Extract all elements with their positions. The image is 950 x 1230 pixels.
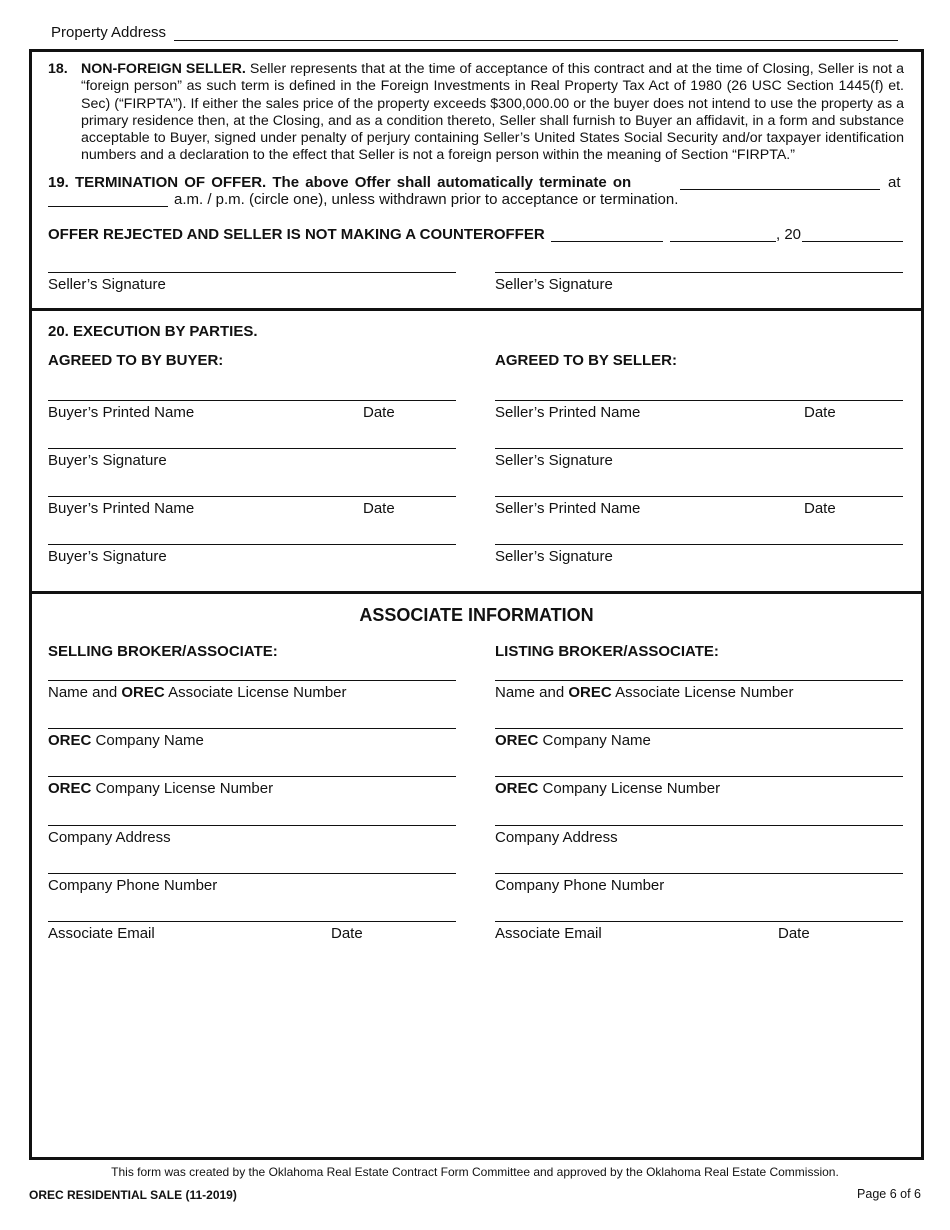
seller-1-printed-name-line[interactable] (495, 400, 903, 401)
seller-header: AGREED TO BY SELLER: (495, 352, 677, 369)
buyer-2-date-label: Date (363, 500, 395, 517)
listing-name-license-line[interactable] (495, 680, 903, 681)
buyer-1-printed-name-label: Buyer’s Printed Name (48, 404, 195, 421)
buyer-1-printed-name-line[interactable] (48, 400, 456, 401)
section-18 (48, 61, 904, 165)
box-associate-info (29, 591, 924, 1160)
seller-1-printed-name-label: Seller’s Printed Name (495, 404, 641, 421)
property-address-field[interactable] (174, 40, 898, 41)
footer-page-number: Page 6 of 6 (857, 1187, 921, 1201)
buyer-header: AGREED TO BY BUYER: (48, 352, 224, 369)
selling-company-license-label: OREC Company License Number (48, 780, 274, 797)
listing-name-license-label: Name and OREC Associate License Number (495, 684, 794, 701)
offer-rejected-text: OFFER REJECTED AND SELLER IS NOT MAKING A COUNTEROFFER (48, 226, 545, 243)
rejected-year-prefix: , 20 (776, 226, 802, 243)
buyer-2-signature-label: Buyer’s Signature (48, 548, 167, 565)
listing-company-phone-label: Company Phone Number (495, 877, 665, 894)
selling-email-line[interactable] (48, 921, 456, 922)
listing-company-license-line[interactable] (495, 776, 903, 777)
buyer-2-printed-name-line[interactable] (48, 496, 456, 497)
section-20-title: 20. EXECUTION BY PARTIES. (48, 323, 258, 340)
selling-date-label: Date (331, 925, 363, 942)
listing-date-label: Date (778, 925, 810, 942)
rejected-seller-signature-right-label: Seller’s Signature (495, 276, 613, 293)
listing-broker-header: LISTING BROKER/ASSOCIATE: (495, 643, 719, 660)
listing-company-address-line[interactable] (495, 825, 903, 826)
listing-company-phone-line[interactable] (495, 873, 903, 874)
listing-company-name-label: OREC Company Name (495, 732, 651, 749)
section-18-text: Seller represents that at the time of acceptance of this contract and at the time of Closing, Seller is not a “foreign person” as such term is defined in the Foreign Investments in Real Property Tax Act of 1980 (26 USC Section 1445(f) et. Sec) (“FIRPTA”). If either the sales price of the property exceeds $300,000.00 or the buyer does not intend to use the property as a primary residence then, at the Closing, and as a condition thereto, Seller shall furnish to Buyer an affidavit, in a form and substance acceptable to Buyer, signed under penalty of perjury containing Seller’s United States Social Security and/or taxpayer identification numbers and a declaration to the effect that Seller is not a foreign person within the meaning of Section “FIRPTA.” (81, 61, 904, 164)
rejected-seller-signature-right-line[interactable] (495, 272, 903, 273)
selling-company-name-line[interactable] (48, 728, 456, 729)
buyer-1-signature-label: Buyer’s Signature (48, 452, 167, 469)
section-19-at: at (888, 174, 901, 191)
listing-company-name-line[interactable] (495, 728, 903, 729)
footer-credit: This form was created by the Oklahoma Real Estate Contract Form Committee and approved by the Oklahoma Real Estate Commission. (111, 1165, 839, 1179)
buyer-1-date-label: Date (363, 404, 395, 421)
seller-2-signature-label: Seller’s Signature (495, 548, 613, 565)
listing-company-license-label: OREC Company License Number (495, 780, 721, 797)
termination-date-field[interactable] (680, 189, 880, 190)
buyer-1-signature-line[interactable] (48, 448, 456, 449)
selling-company-phone-line[interactable] (48, 873, 456, 874)
rejected-seller-signature-left-line[interactable] (48, 272, 456, 273)
section-19-text: 19. TERMINATION OF OFFER. The above Offer shall automatically terminate on (48, 174, 632, 191)
selling-email-label: Associate Email (48, 925, 155, 942)
listing-email-line[interactable] (495, 921, 903, 922)
selling-company-address-line[interactable] (48, 825, 456, 826)
seller-1-date-label: Date (804, 404, 836, 421)
seller-1-signature-line[interactable] (495, 448, 903, 449)
selling-company-name-label: OREC Company Name (48, 732, 204, 749)
rejected-year-field[interactable] (802, 241, 903, 242)
seller-1-signature-label: Seller’s Signature (495, 452, 613, 469)
rejected-day-field[interactable] (670, 241, 776, 242)
associate-info-title: ASSOCIATE INFORMATION (359, 605, 594, 625)
rejected-month-field[interactable] (551, 241, 663, 242)
buyer-2-printed-name-label: Buyer’s Printed Name (48, 500, 195, 517)
seller-2-date-label: Date (804, 500, 836, 517)
listing-company-address-label: Company Address (495, 829, 618, 846)
selling-company-phone-label: Company Phone Number (48, 877, 218, 894)
termination-time-field[interactable] (48, 206, 168, 207)
seller-2-printed-name-line[interactable] (495, 496, 903, 497)
listing-email-label: Associate Email (495, 925, 602, 942)
buyer-2-signature-line[interactable] (48, 544, 456, 545)
selling-name-license-label: Name and OREC Associate License Number (48, 684, 347, 701)
selling-company-address-label: Company Address (48, 829, 171, 846)
selling-broker-header: SELLING BROKER/ASSOCIATE: (48, 643, 278, 660)
property-address-label: Property Address (51, 24, 167, 41)
seller-2-signature-line[interactable] (495, 544, 903, 545)
seller-2-printed-name-label: Seller’s Printed Name (495, 500, 641, 517)
selling-company-license-line[interactable] (48, 776, 456, 777)
section-19-line2: a.m. / p.m. (circle one), unless withdrawn prior to acceptance or termination. (174, 191, 679, 208)
section-18-title: NON-FOREIGN SELLER. (81, 61, 246, 77)
selling-name-license-line[interactable] (48, 680, 456, 681)
footer-form-id: OREC RESIDENTIAL SALE (11-2019) (29, 1188, 237, 1202)
section-18-number: 18. (48, 61, 68, 77)
rejected-seller-signature-left-label: Seller’s Signature (48, 276, 166, 293)
